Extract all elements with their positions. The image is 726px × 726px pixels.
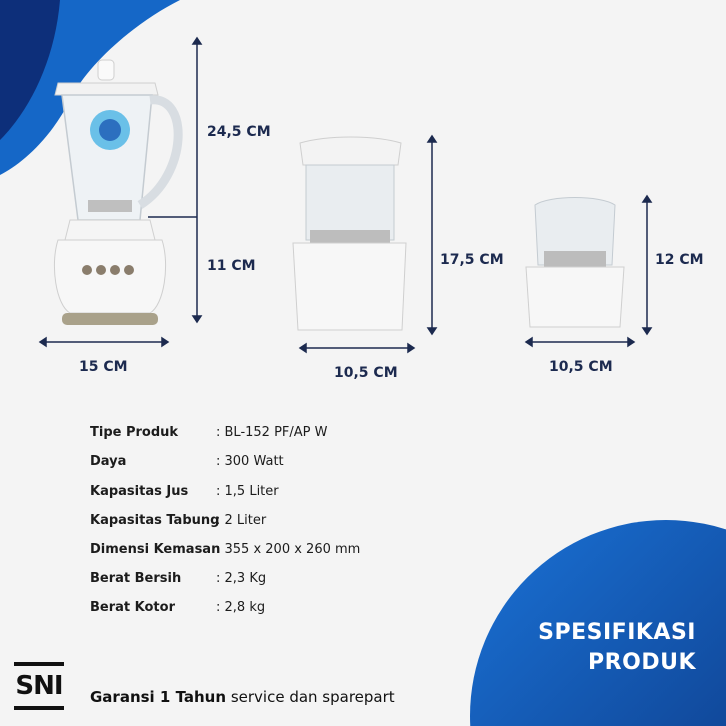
sni-logo-text: SNI xyxy=(15,671,63,701)
spec-value: : 2,8 kg xyxy=(216,600,265,615)
chopper-height-label: 17,5 CM xyxy=(440,252,504,268)
warranty-rest: service dan sparepart xyxy=(226,688,395,706)
spec-value: : 2,3 Kg xyxy=(216,571,266,586)
spec-label: Tipe Produk xyxy=(90,425,179,440)
blender-base-height-label: 11 CM xyxy=(207,258,256,274)
grinder-width-label: 10,5 CM xyxy=(549,359,613,375)
badge-title xyxy=(500,618,696,678)
warranty-bold: Garansi 1 Tahun xyxy=(90,688,227,706)
badge-line-2: PRODUK xyxy=(588,650,696,675)
spec-label: Kapasitas Tabung xyxy=(90,513,220,528)
sni-logo xyxy=(14,662,64,710)
spec-label: Berat Bersih xyxy=(90,571,182,586)
spec-label: Dimensi Kemasan xyxy=(90,542,221,557)
spec-label: Berat Kotor xyxy=(90,600,175,615)
spec-value: : 355 x 200 x 260 mm xyxy=(216,542,360,557)
spec-label: Kapasitas Jus xyxy=(90,484,189,499)
spec-value: : 300 Watt xyxy=(216,454,284,469)
blender-width-label: 15 CM xyxy=(79,359,128,375)
warranty-text xyxy=(90,688,395,706)
badge-line-1: SPESIFIKASI xyxy=(538,620,696,645)
spec-value: : 1,5 Liter xyxy=(216,484,279,499)
blender-jar-height-label: 24,5 CM xyxy=(207,124,271,140)
chopper-width-label: 10,5 CM xyxy=(334,365,398,381)
spec-value: : BL-152 PF/AP W xyxy=(216,425,328,440)
grinder-height-label: 12 CM xyxy=(655,252,704,268)
spec-value: : 2 Liter xyxy=(216,513,266,528)
spec-label: Daya xyxy=(90,454,127,469)
